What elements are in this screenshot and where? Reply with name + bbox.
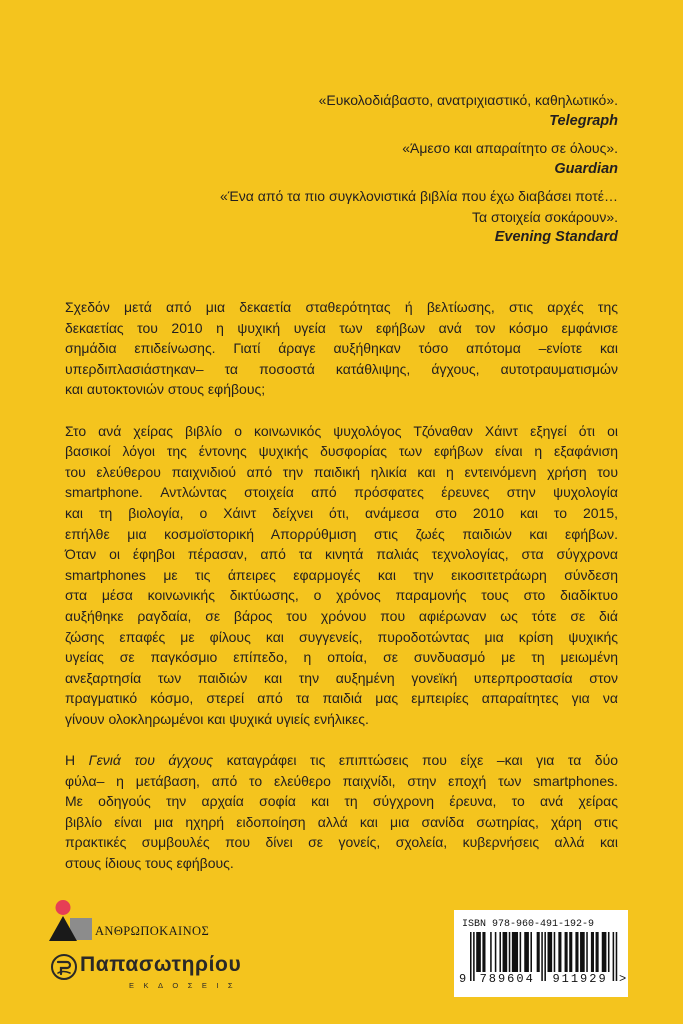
text-line: Στο ανά χείρας βιβλίο ο κοινωνικός ψυχολόγος Τζόναθαν Χάιντ εξηγεί ότι οι xyxy=(65,422,618,439)
barcode-bar xyxy=(503,932,508,972)
barcode-bar xyxy=(616,932,618,981)
barcode-bar xyxy=(602,932,607,972)
text-line: στα μέσα κοινωνικής δικτύωσης, ο χρόνος παραμονής τους στο διαδίκτυο xyxy=(65,587,618,604)
text-line: του ελεύθερου παιχνιδιού από την παιδική ηλικία και η εντεινόμενη χρήση του xyxy=(65,463,618,480)
isbn-label: ISBN 978-960-491-192-9 xyxy=(462,919,595,930)
barcode-bar xyxy=(499,932,501,972)
text-line: Όταν οι έφηβοι πέρασαν, από τα κινητά παλιάς τεχνολογίας, στα σύγχρονα xyxy=(65,546,618,563)
barcode-left-group: 789604 xyxy=(479,972,535,986)
quote-2-source: Guardian xyxy=(554,160,618,177)
barcode-bar xyxy=(509,932,511,972)
quote-2 xyxy=(220,138,618,179)
barcode-right-group: 911929 xyxy=(552,972,608,986)
blurb-paragraph-1 xyxy=(65,297,618,400)
text-line: Με οδηγούς την αρχαία σοφία και τη σύγχρονη έρευνα, το ανά χείρας xyxy=(65,793,618,810)
barcode-bar xyxy=(512,932,518,972)
barcode-bar xyxy=(575,932,578,972)
barcode-bar xyxy=(558,932,561,972)
quote-3-source: Evening Standard xyxy=(494,229,618,245)
quote-2-text: «Άμεσο και απαραίτητο σε όλους». xyxy=(402,140,618,156)
barcode-bar xyxy=(482,932,485,972)
quote-1 xyxy=(220,90,618,131)
barcode-bar xyxy=(520,932,522,972)
quote-3-text-line-1: «Ένα από τα πιο συγκλονιστικά βιβλία που έχω διαβάσει ποτέ… xyxy=(220,188,618,204)
barcode-bar xyxy=(569,932,572,972)
barcode-bar xyxy=(591,932,594,972)
text-line: πρακτικές συμβουλές που δίνει σε γονείς, σχολεία, κυβερνήσεις αλλά και xyxy=(65,834,618,851)
text-line: Σχεδόν μετά από μια δεκαετία σταθερότητας ή βελτίωσης, στις αρχές της xyxy=(65,299,618,315)
text-line: smartphones με τις άπειρες εφαρμογές και την εικοσιτετράωρη σύνδεση xyxy=(65,566,618,583)
barcode-panel xyxy=(454,910,628,997)
barcode-bar xyxy=(565,932,568,972)
text-line: δεκαετίας του 2010 η ψυχική υγεία των εφήβων ανά τον κόσμο εμφάνισε xyxy=(65,319,618,336)
review-quotes xyxy=(220,90,618,255)
text-line: και αυτοκτονιών στους εφήβους; xyxy=(65,381,266,398)
text-line: ανεξαρτησία των παιδιών και την αυξημένη γονεϊκή υπερπροστασία στον xyxy=(65,669,618,686)
text-line: ζώσης επαφές με φίλους και συγγενείς, πυροδοτώντας μια κρίση ψυχικής xyxy=(65,628,618,645)
text-line xyxy=(65,750,618,771)
barcode-bar xyxy=(548,932,553,972)
barcode-bar xyxy=(544,932,546,981)
barcode-bar xyxy=(476,932,481,972)
barcode-bar xyxy=(554,932,556,972)
quote-1-text: «Ευκολοδιάβαστο, ανατριχιαστικό, καθηλωτικό». xyxy=(318,92,618,108)
text-line: σημάδια επιδείνωσης. Γιατί άραγε αυξήθηκαν τόσο απότομα –ενίοτε και xyxy=(65,340,618,357)
blurb-paragraph-2 xyxy=(65,421,618,730)
text-line: και τη βιολογία, ο Χάιντ δείχνει ότι, ανάμεσα στο 2010 και το 2015, xyxy=(65,504,618,521)
text-line: επήλθε μια κοσμοϊστορική Απορρύθμιση στις ζωές παιδιών και εφήβων. xyxy=(65,525,618,542)
barcode-bar xyxy=(586,932,588,972)
barcode-end-mark: > xyxy=(619,972,627,986)
barcode-bar xyxy=(490,932,492,972)
logo-circle-shape xyxy=(56,900,71,915)
line-suffix: καταγράφει τις επιπτώσεις που είχε –και για τα δύο xyxy=(226,752,619,769)
text-line: πραγματικό κόσμο, στερεί από τα παιδιά μας εμπειρίες απαραίτητες για να xyxy=(65,690,618,707)
barcode-bar xyxy=(580,932,585,972)
text-line: βιβλίο είναι μια ηχηρή ειδοποίηση αλλά και μια σανίδα σωτηρίας, χάρη στις xyxy=(65,813,618,830)
barcode-bar xyxy=(608,932,610,972)
publisher-subtitle: ΕΚΔΟΣΕΙΣ xyxy=(129,981,243,990)
quote-1-source: Telegraph xyxy=(549,112,618,129)
text-line: βασικοί λόγοι της έντονης ψυχικής δυσφορίας των εφήβων είναι η εξαφάνιση xyxy=(65,443,618,460)
barcode-bar xyxy=(495,932,497,972)
publisher-emblem-icon xyxy=(50,953,78,981)
text-line: γίνουν ολοκληρωμένοι και ψυχικά υγιείς ενήλικες. xyxy=(65,710,369,727)
text-line: υγείας σε παγκόσμιο επίπεδο, η οποία, σε συνδυασμό με τη μειωμένη xyxy=(65,649,618,666)
text-line: φύλα– η μετάβαση, από το ελεύθερο παιχνίδι, στην εποχή των smartphones. xyxy=(65,772,618,789)
quote-3-text-line-2: Τα στοιχεία σοκάρουν». xyxy=(472,208,618,225)
text-line: smartphone. Αντλώντας στοιχεία από πρόσφατες έρευνες στην ψυχολογία xyxy=(65,484,618,501)
barcode-bar xyxy=(596,932,599,972)
barcode-bar xyxy=(613,932,615,981)
barcode-bar xyxy=(541,932,543,981)
barcode-bar xyxy=(530,932,532,972)
barcode-bar xyxy=(524,932,529,972)
barcode-first-digit: 9 xyxy=(459,972,467,986)
blurb xyxy=(65,297,618,894)
text-line: υπερδιπλασιάστηκαν– τα ποσοστά κατάθλιψης, άγχους, αυτοτραυματισμών xyxy=(65,360,618,377)
barcode-bar xyxy=(537,932,540,972)
imprint-logo-mark xyxy=(44,898,96,944)
publisher-name: Παπασωτηρίου xyxy=(80,953,242,976)
blurb-paragraph-3 xyxy=(65,750,618,874)
book-title: Γενιά του άγχους xyxy=(88,752,214,769)
line-prefix: Η xyxy=(65,752,76,769)
text-line: αυξήθηκε ραγδαία, σε βάρος του χρόνου που αφιέρωναν ως τότε σε διά xyxy=(65,607,618,624)
text-line: στους ίδιους τους εφήβους. xyxy=(65,855,234,872)
barcode-bar xyxy=(470,932,472,981)
quote-3 xyxy=(220,186,618,248)
imprint-name: ΑΝΘΡΩΠΟΚΑΙΝΟΣ xyxy=(95,924,210,938)
